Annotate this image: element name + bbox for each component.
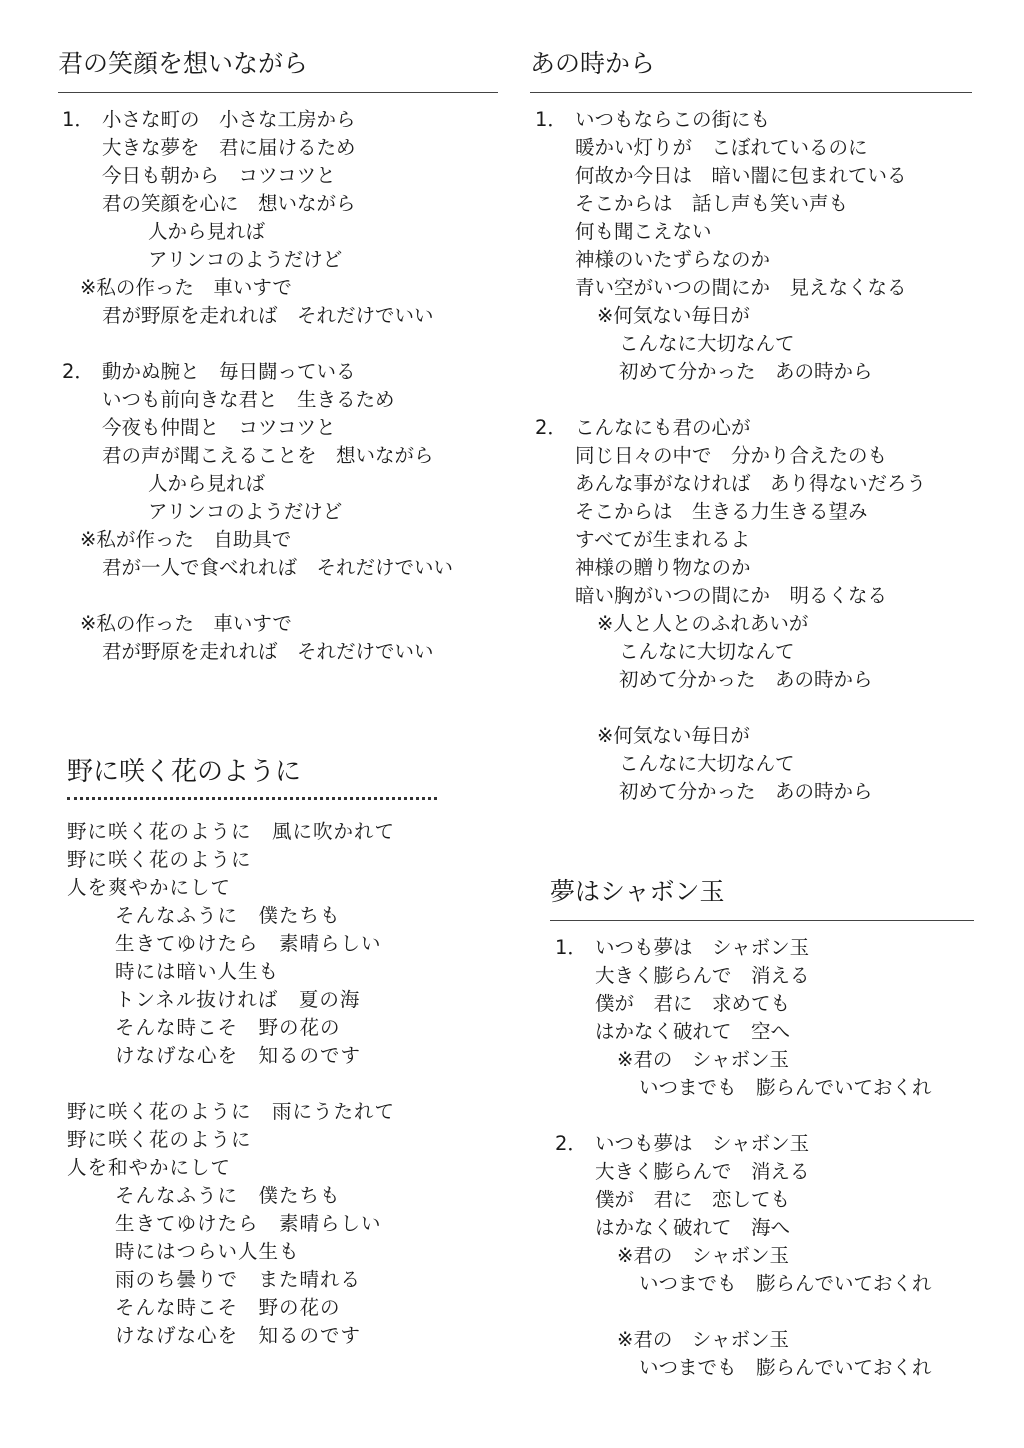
lyric-line: 1． いつも夢は シャボン玉 (555, 934, 995, 962)
song4-lyrics (555, 934, 995, 1382)
lyric-line: けなげな心を 知るのです (115, 1324, 362, 1347)
verse-number: 1． (535, 108, 567, 131)
chorus-line: 初めて分かった あの時から (619, 780, 873, 803)
lyric-line: 大きく膨らんで 消える (595, 964, 810, 987)
lyric-line: 神様の贈り物なのか (575, 556, 751, 579)
title-underline (550, 920, 974, 921)
lyric-line: 君が野原を走れれば それだけでいい (102, 304, 434, 327)
chorus-line: ※何気ない毎日が (597, 724, 750, 747)
lyric-line: アリンコのようだけど (148, 248, 343, 271)
lyric-line: 神様のいたずらなのか (575, 248, 771, 271)
lyric-line: 2． こんなにも君の心が (535, 414, 995, 442)
lyric-line: 野に咲く花のように (67, 1128, 252, 1151)
lyric-line: すべてが生まれるよ (575, 528, 751, 551)
title-underline (530, 92, 972, 93)
lyric-line: そんな時こそ 野の花の (115, 1296, 341, 1319)
lyric-line: 2． いつも夢は シャボン玉 (555, 1130, 995, 1158)
chorus-line: ※君の シャボン玉 (617, 1048, 789, 1071)
lyric-line: そんなふうに 僕たちも (115, 1184, 341, 1207)
lyric-line: 僕が 君に 求めても (595, 992, 791, 1015)
lyric-line: 野に咲く花のように 雨にうたれて (67, 1100, 396, 1123)
lyric-line: 君の笑顔を心に 想いながら (102, 192, 356, 215)
lyric-line: 今夜も仲間と コツコツと (102, 416, 336, 439)
lyric-line: 君の声が聞こえることを 想いながら (102, 444, 434, 467)
chorus-line: ※私が作った 自助具で (80, 528, 292, 551)
song-ano-toki-kara (530, 48, 972, 93)
lyric-line: 2． 動かぬ腕と 毎日闘っている (62, 358, 512, 386)
lyric-line: 野に咲く花のように 風に吹かれて (67, 820, 396, 843)
chorus-line: ※人と人とのふれあいが (597, 612, 809, 635)
lyric-line: 人から見れば (148, 472, 266, 495)
verse-number: 1． (62, 108, 94, 131)
chorus-line: ※君の シャボン玉 (617, 1328, 789, 1351)
lyric-line: はかなく破れて 海へ (595, 1216, 791, 1239)
lyric-line: アリンコのようだけど (148, 500, 343, 523)
lyric-line: 何も聞こえない (575, 220, 712, 243)
chorus-line: ※君の シャボン玉 (617, 1244, 789, 1267)
verse-number: 2． (62, 360, 94, 383)
title-underline-dotted (67, 797, 437, 800)
lyric-line: 野に咲く花のように (67, 848, 252, 871)
lyric-line: 人から見れば (148, 220, 266, 243)
lyric-line: そこからは 話し声も笑い声も (575, 192, 849, 215)
chorus-line: こんなに大切なんて (619, 752, 795, 775)
chorus-line: いつまでも 膨らんでいておくれ (639, 1076, 932, 1099)
lyric-line: 同じ日々の中で 分かり合えたのも (575, 444, 888, 467)
lyric-line: そんなふうに 僕たちも (115, 904, 341, 927)
lyric-line: 青い空がいつの間にか 見えなくなる (575, 276, 907, 299)
chorus-line: ※私の作った 車いすで (80, 276, 292, 299)
lyric-line: トンネル抜ければ 夏の海 (115, 988, 361, 1011)
song3-lyrics (67, 818, 507, 1350)
lyric-line: 君が一人で食べれれば それだけでいい (102, 556, 454, 579)
chorus-line: いつまでも 膨らんでいておくれ (639, 1272, 932, 1295)
lyric-line: 大きく膨らんで 消える (595, 1160, 810, 1183)
lyric-line: 何故か今日は 暗い闇に包まれている (575, 164, 907, 187)
verse-number: 2． (555, 1132, 587, 1155)
lyric-line: そんな時こそ 野の花の (115, 1016, 341, 1039)
lyric-line: あんな事がなければ あり得ないだろう (575, 472, 927, 495)
lyric-line: 暖かい灯りが こぼれているのに (575, 136, 868, 159)
lyric-line: 今日も朝から コツコツと (102, 164, 336, 187)
song1-lyrics (62, 106, 512, 666)
lyric-line: 1． いつもならこの街にも (535, 106, 995, 134)
chorus-line: ※私の作った 車いすで (80, 612, 292, 635)
lyric-line: 生きてゆけたら 素晴らしい (115, 1212, 382, 1235)
lyric-line: 人を和やかにして (67, 1156, 232, 1179)
chorus-line: こんなに大切なんて (619, 332, 795, 355)
chorus-line: いつまでも 膨らんでいておくれ (639, 1356, 932, 1379)
lyric-line: 1． 小さな町の 小さな工房から (62, 106, 512, 134)
chorus-line: こんなに大切なんて (619, 640, 795, 663)
lyric-line: 僕が 君に 恋しても (595, 1188, 791, 1211)
verse-number: 1． (555, 936, 587, 959)
lyric-line: 大きな夢を 君に届けるため (102, 136, 356, 159)
song-title: 野に咲く花のように (67, 757, 302, 787)
song-title: あの時から (530, 49, 656, 78)
lyric-line: 人を爽やかにして (67, 876, 232, 899)
lyric-line: 雨のち曇りで また晴れる (115, 1268, 362, 1291)
song-title: 君の笑顔を想いながら (58, 49, 309, 78)
lyric-line: 時には暗い人生も (115, 960, 280, 983)
lyric-line: いつも前向きな君と 生きるため (102, 388, 395, 411)
verse-number: 2． (535, 416, 567, 439)
lyric-line: 暗い胸がいつの間にか 明るくなる (575, 584, 888, 607)
title-underline (58, 92, 498, 93)
lyric-line: 生きてゆけたら 素晴らしい (115, 932, 382, 955)
chorus-line: 初めて分かった あの時から (619, 668, 873, 691)
lyric-line: 時にはつらい人生も (115, 1240, 300, 1263)
chorus-line: 初めて分かった あの時から (619, 360, 873, 383)
lyric-line: けなげな心を 知るのです (115, 1044, 362, 1067)
song-no-ni-saku-hana (67, 756, 437, 800)
lyric-line: そこからは 生きる力生きる望み (575, 500, 868, 523)
chorus-line: ※何気ない毎日が (597, 304, 750, 327)
song2-lyrics (535, 106, 995, 806)
song-title: 夢はシャボン玉 (550, 877, 725, 906)
song-kimi-no-egao (58, 48, 498, 93)
song-yume-wa-shabon-dama (550, 876, 974, 921)
lyric-line: 君が野原を走れれば それだけでいい (102, 640, 434, 663)
lyric-line: はかなく破れて 空へ (595, 1020, 791, 1043)
